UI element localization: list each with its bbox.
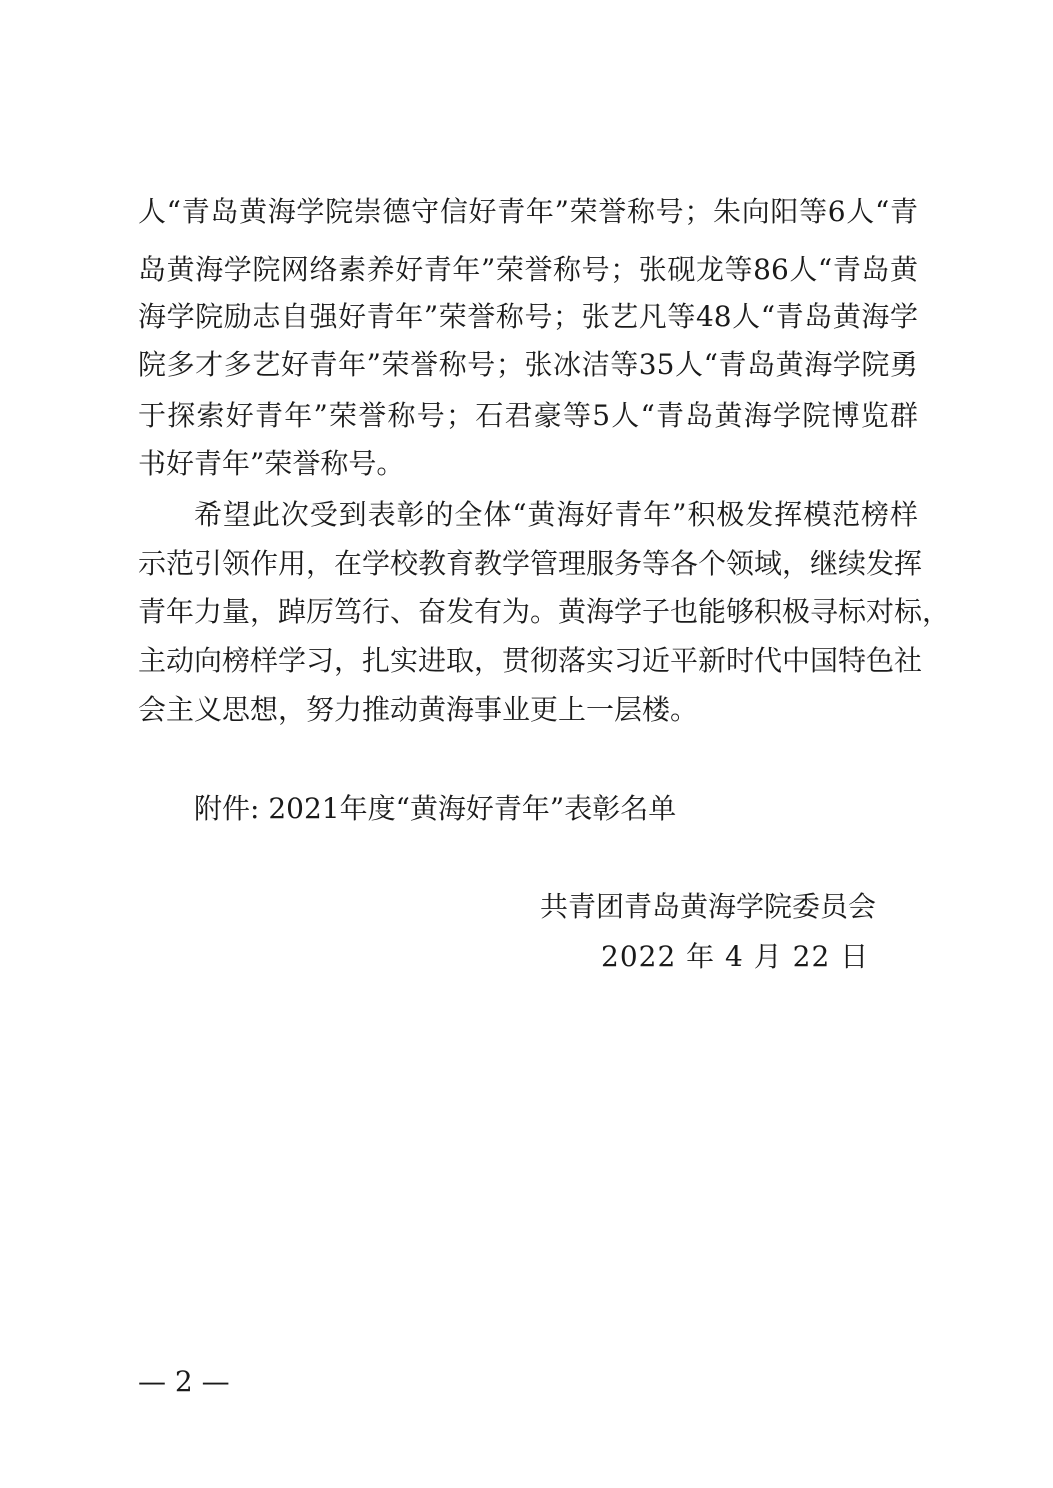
- page-number: — 2 —: [138, 1365, 230, 1398]
- paragraph2-line-5: 会主义思想，努力推动黄海事业更上一层楼。: [138, 693, 699, 726]
- paragraph2-line-2: 示范引领作用，在学校教育教学管理服务等各个领域，继续发挥: [138, 547, 923, 580]
- attachment-note: 附件: 2021年度“黄海好青年”表彰名单: [194, 792, 677, 825]
- signature-date: 2022 年 4 月 22 日: [601, 940, 870, 973]
- paragraph1-line-4: 院多才多艺好青年”荣誉称号；张冰洁等35人“青岛黄海学院勇: [138, 348, 918, 381]
- paragraph1-line-5: 于探索好青年”荣誉称号；石君豪等5人“青岛黄海学院博览群: [138, 399, 918, 432]
- paragraph1-line-3: 海学院励志自强好青年”荣誉称号；张艺凡等48人“青岛黄海学: [138, 300, 918, 333]
- paragraph2-line-1: 希望此次受到表彰的全体“黄海好青年”积极发挥模范榜样: [194, 498, 918, 531]
- paragraph2-line-3: 青年力量，踔厉笃行、奋发有为。黄海学子也能够积极寻标对标，: [138, 595, 951, 628]
- signature-organization: 共青团青岛黄海学院委员会: [540, 890, 877, 923]
- paragraph2-line-4: 主动向榜样学习，扎实进取，贯彻落实习近平新时代中国特色社: [138, 644, 923, 677]
- paragraph1-line-1: 人“青岛黄海学院崇德守信好青年”荣誉称号；朱向阳等6人“青: [138, 195, 918, 228]
- paragraph1-line-2: 岛黄海学院网络素养好青年”荣誉称号；张砚龙等86人“青岛黄: [138, 253, 918, 286]
- paragraph1-line-6: 书好青年”荣誉称号。: [138, 447, 405, 480]
